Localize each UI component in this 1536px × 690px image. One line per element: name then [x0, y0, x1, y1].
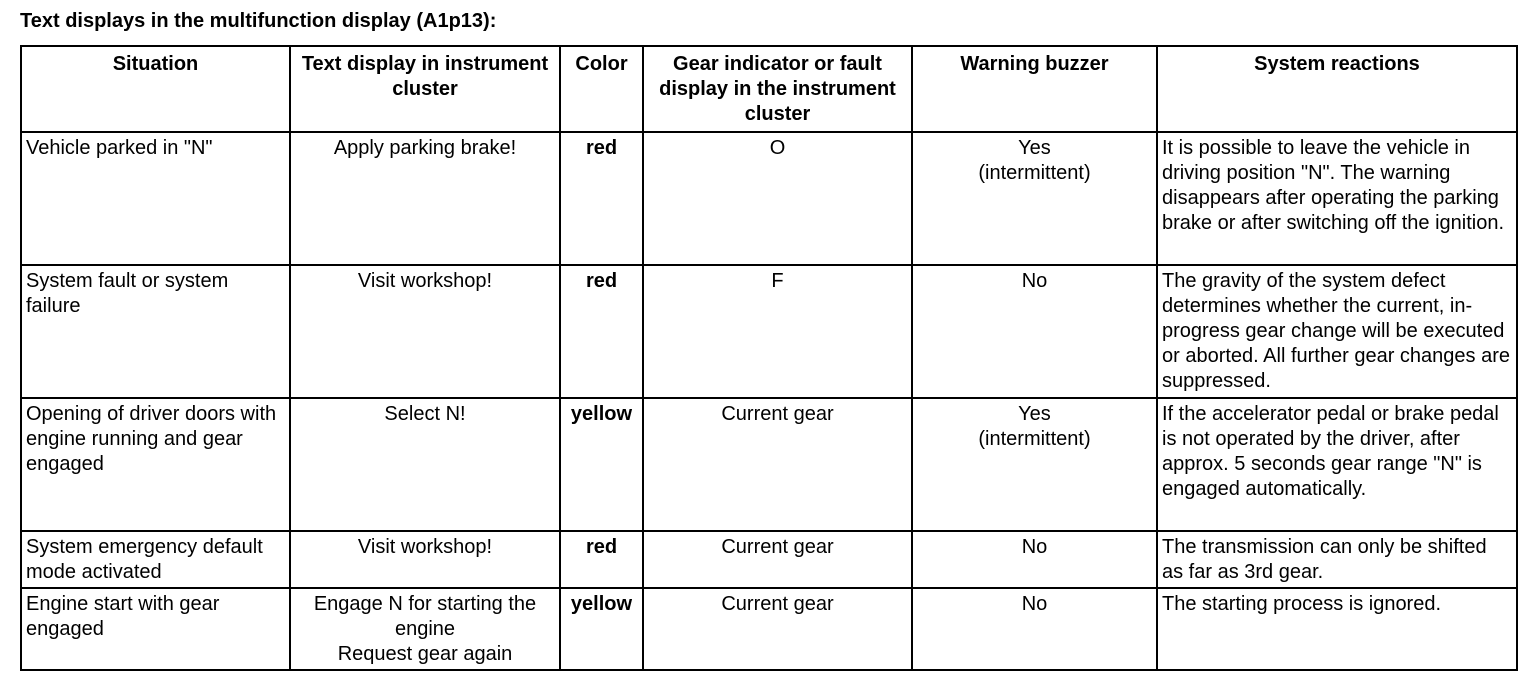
cell-system-reactions: The starting process is ignored. — [1157, 588, 1517, 670]
cell-gear-indicator: Current gear — [643, 588, 912, 670]
cell-text-display: Select N! — [290, 398, 560, 531]
text-display-table — [20, 45, 1518, 671]
table-row — [21, 531, 1517, 588]
cell-situation: System emergency default mode activated — [21, 531, 290, 588]
cell-system-reactions: The transmission can only be shifted as far as 3rd gear. — [1157, 531, 1517, 588]
cell-text-display: Visit workshop! — [290, 531, 560, 588]
cell-situation: Vehicle parked in "N" — [21, 132, 290, 265]
table-row — [21, 265, 1517, 398]
cell-color: red — [560, 531, 643, 588]
header-warning-buzzer: Warning buzzer — [912, 46, 1157, 132]
cell-system-reactions: It is possible to leave the vehicle in driving position "N". The warning disappears after operating the parking brake or after switching off the ignition. — [1157, 132, 1517, 265]
cell-situation: Opening of driver doors with engine running and gear engaged — [21, 398, 290, 531]
header-row — [21, 46, 1517, 132]
cell-system-reactions: If the accelerator pedal or brake pedal is not operated by the driver, after approx. 5 seconds gear range "N" is engaged automatically. — [1157, 398, 1517, 531]
cell-gear-indicator: O — [643, 132, 912, 265]
cell-text-display: Visit workshop! — [290, 265, 560, 398]
table-row — [21, 588, 1517, 670]
cell-color: red — [560, 132, 643, 265]
header-color: Color — [560, 46, 643, 132]
cell-color: yellow — [560, 588, 643, 670]
cell-warning-buzzer: Yes (intermittent) — [912, 132, 1157, 265]
cell-color: red — [560, 265, 643, 398]
cell-text-display: Apply parking brake! — [290, 132, 560, 265]
header-text-display: Text display in instrument cluster — [290, 46, 560, 132]
cell-color: yellow — [560, 398, 643, 531]
cell-warning-buzzer: Yes (intermittent) — [912, 398, 1157, 531]
header-situation: Situation — [21, 46, 290, 132]
cell-warning-buzzer: No — [912, 531, 1157, 588]
cell-situation: Engine start with gear engaged — [21, 588, 290, 670]
cell-text-display: Engage N for starting the engine Request gear again — [290, 588, 560, 670]
cell-warning-buzzer: No — [912, 265, 1157, 398]
cell-situation: System fault or system failure — [21, 265, 290, 398]
header-system-reactions: System reactions — [1157, 46, 1517, 132]
table-body — [21, 132, 1517, 670]
cell-system-reactions: The gravity of the system defect determines whether the current, in-progress gear change will be executed or aborted. All further gear changes are suppressed. — [1157, 265, 1517, 398]
cell-gear-indicator: F — [643, 265, 912, 398]
page-title: Text displays in the multifunction display (A1p13): — [20, 10, 497, 32]
table-header — [21, 46, 1517, 132]
cell-gear-indicator: Current gear — [643, 398, 912, 531]
table-row — [21, 398, 1517, 531]
table-row — [21, 132, 1517, 265]
header-gear-indicator: Gear indicator or fault display in the instrument cluster — [643, 46, 912, 132]
cell-warning-buzzer: No — [912, 588, 1157, 670]
cell-gear-indicator: Current gear — [643, 531, 912, 588]
